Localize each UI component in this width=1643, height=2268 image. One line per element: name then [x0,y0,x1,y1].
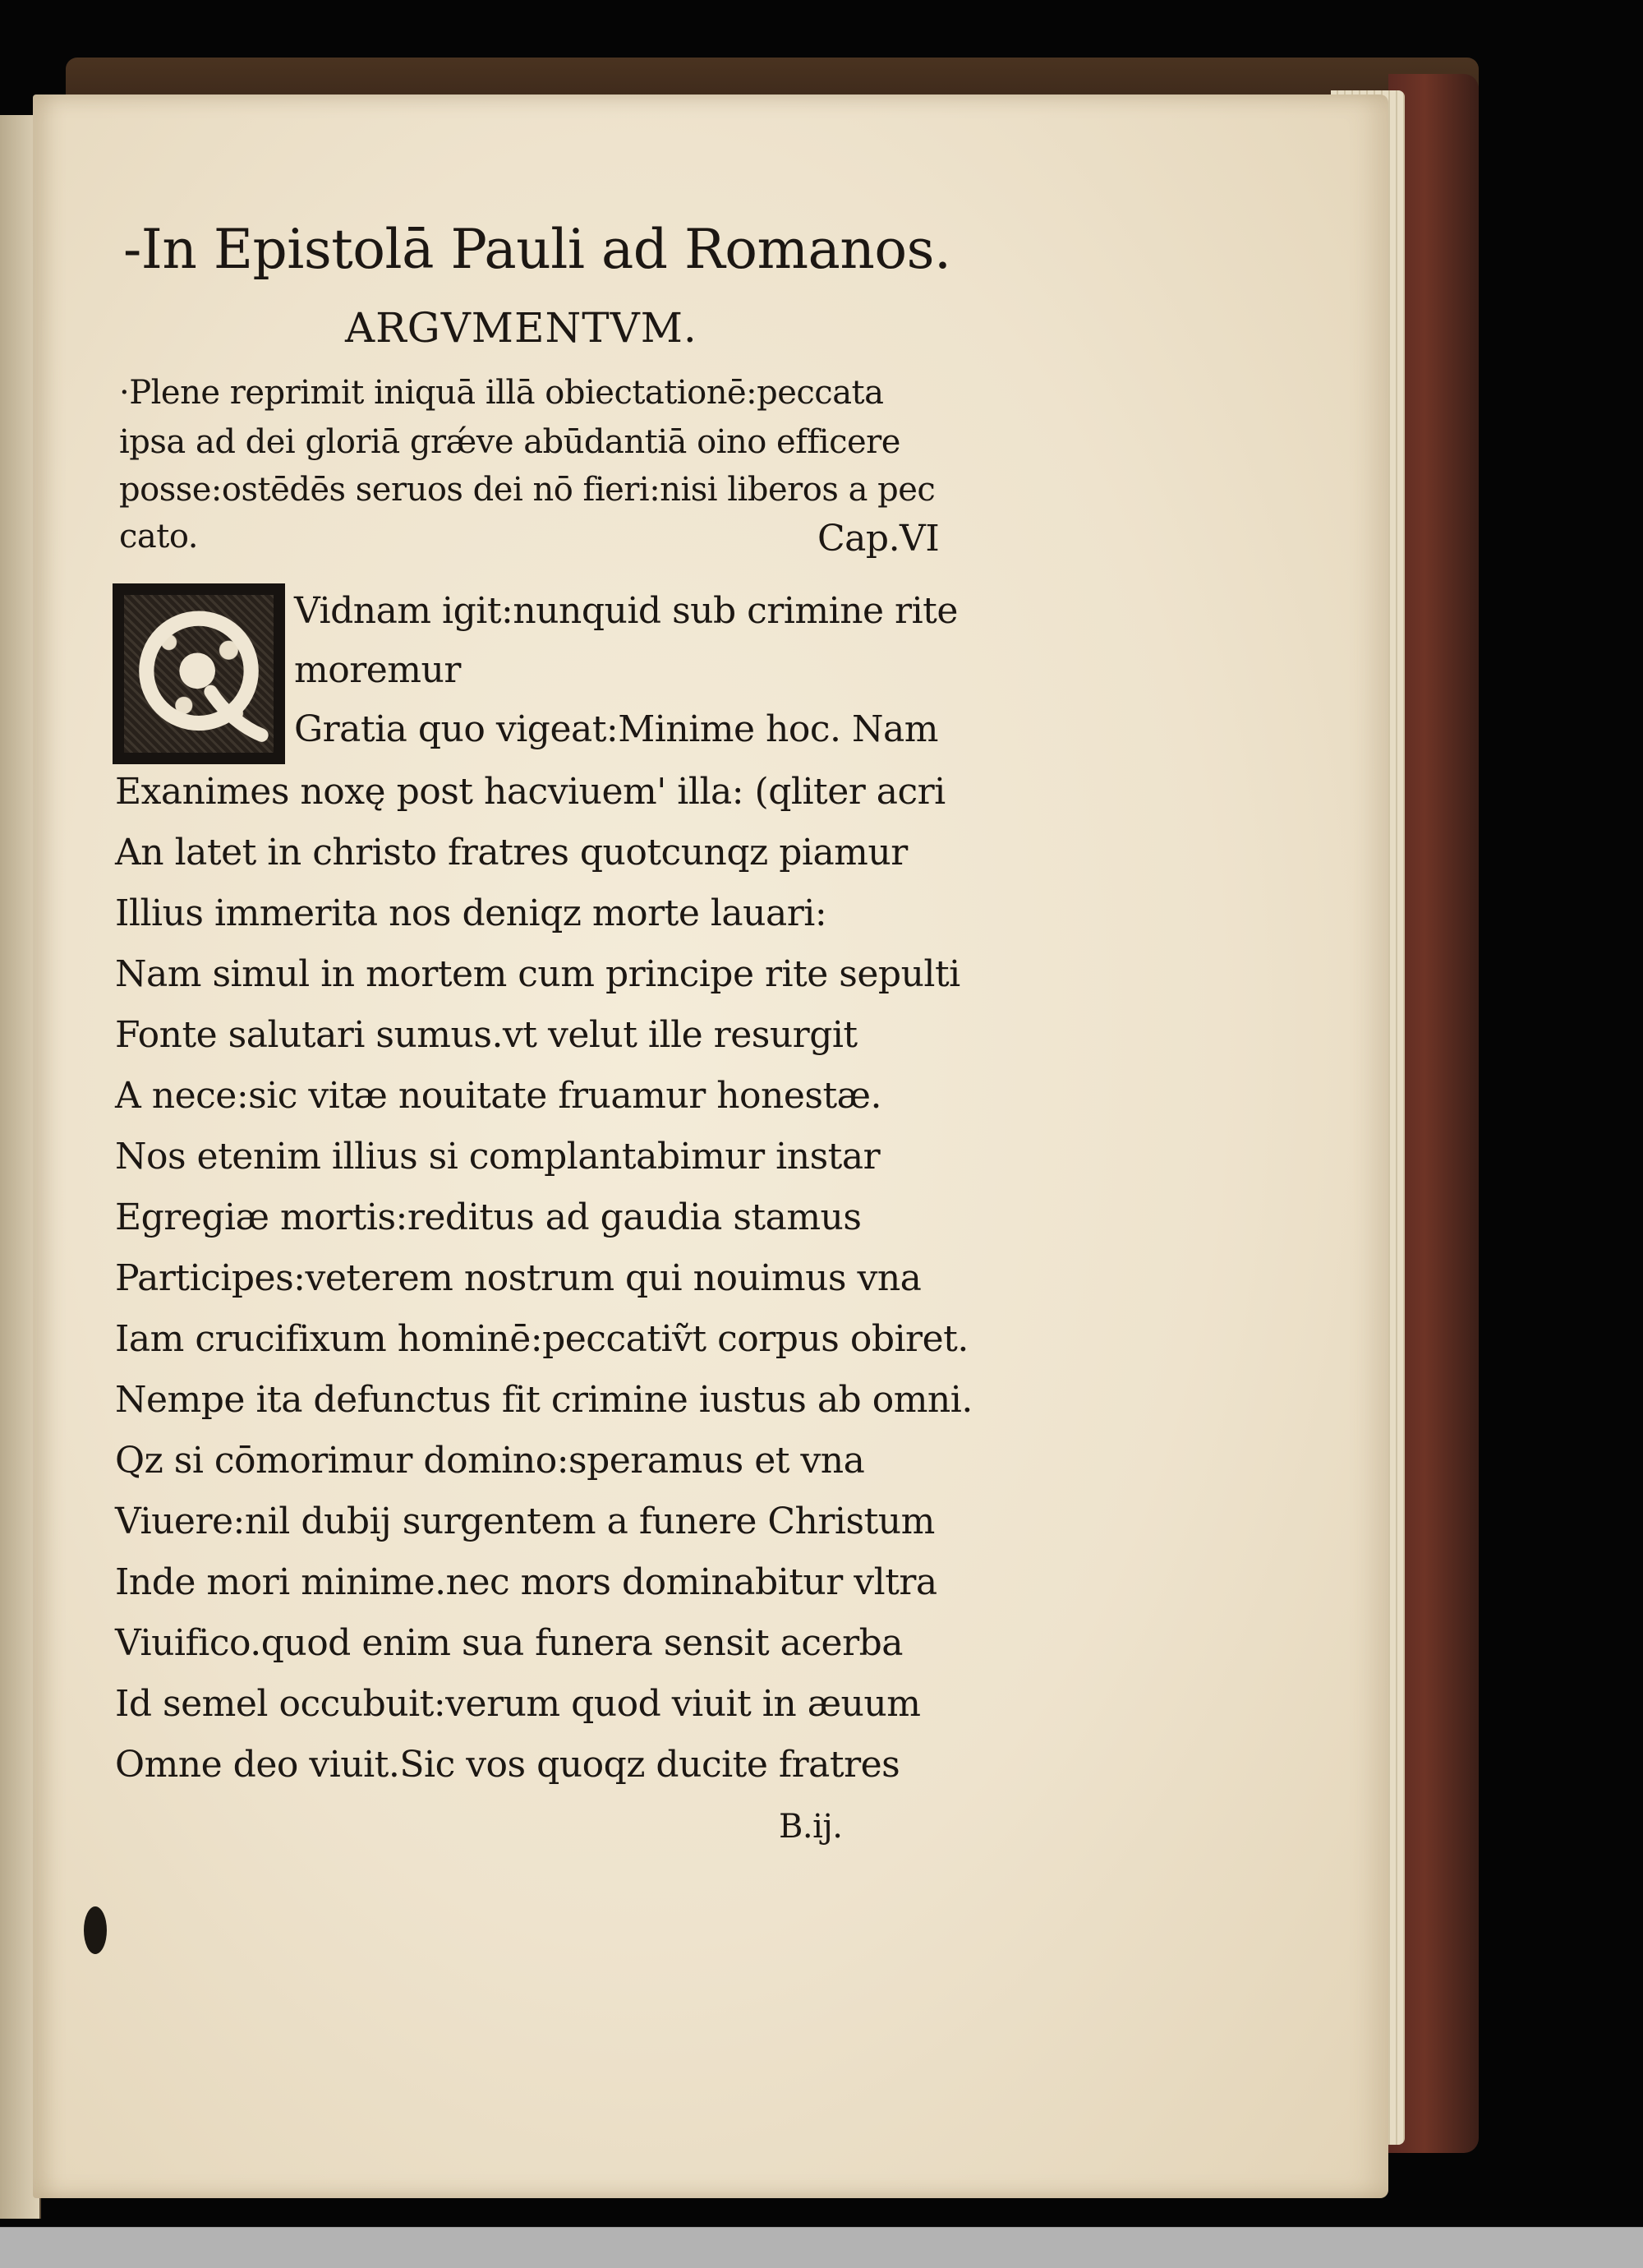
verse-line: Participes:veterem nostrum qui nouimus vna [115,1257,922,1299]
verse-line: Omne deo viuit.Sic vos quoqz ducite fratres [115,1744,900,1786]
initial-ornament-icon [124,595,274,753]
verse-line: Iam crucifixum hominē:peccatiṽt corpus obiret. [115,1318,969,1360]
verse-line: Id semel occubuit:verum quod viuit in æuum [115,1683,921,1725]
verse-line: A nece:sic vitæ nouitate fruamur honestæ. [115,1075,882,1117]
ink-stain-icon [84,1906,107,1954]
argument-heading: ARGVMENTVM. [345,304,697,352]
decorated-initial-q [113,583,285,764]
verse-line: Exanimes noxę post hacviuem' illa: (qliter acri [115,771,946,813]
viewer-footer-bar [0,2227,1643,2268]
initial-letter-q-icon [124,595,274,753]
verse-line: Egregiæ mortis:reditus ad gaudia stamus [115,1196,862,1238]
argument-line: ·Plene reprimit iniquā illā obiectationē:peccata [119,374,884,412]
verse-line: Nos etenim illius si complantabimur instar [115,1136,881,1178]
page-title: -In Epistolā Pauli ad Romanos. [123,218,951,281]
verse-line: Viuere:nil dubij surgentem a funere Christum [115,1500,935,1542]
argument-line: posse:ostēdēs seruos dei nō fieri:nisi liberos a pec [119,471,936,509]
drop-cap-line: Gratia quo vigeat:Minime hoc. Nam [294,708,938,750]
verse-line: Nempe ita defunctus fit crimine iustus ab omni. [115,1379,973,1421]
chapter-marker: Cap.VI [817,518,940,560]
verse-line: Qz si cōmorimur domino:speramus et vna [115,1440,865,1482]
verse-line: Viuifico.quod enim sua funera sensit acerba [115,1622,904,1664]
printer-signature: B.ij. [779,1808,843,1846]
verse-line: Fonte salutari sumus.vt velut ille resurgit [115,1014,858,1056]
argument-line: cato. [119,518,198,555]
verse-line: An latet in christo fratres quotcunqz piamur [115,832,908,874]
verse-line: Inde mori minime.nec mors dominabitur vltra [115,1561,937,1603]
argument-line: ipsa ad dei gloriā grǽve abūdantiā oino efficere [119,423,900,461]
verse-line: Nam simul in mortem cum principe rite sepulti [115,953,960,995]
drop-cap-line: moremur [294,649,461,691]
drop-cap-line: Vidnam igit:nunquid sub crimine rite [294,590,958,632]
verse-line: Illius immerita nos deniqz morte lauari: [115,892,827,934]
